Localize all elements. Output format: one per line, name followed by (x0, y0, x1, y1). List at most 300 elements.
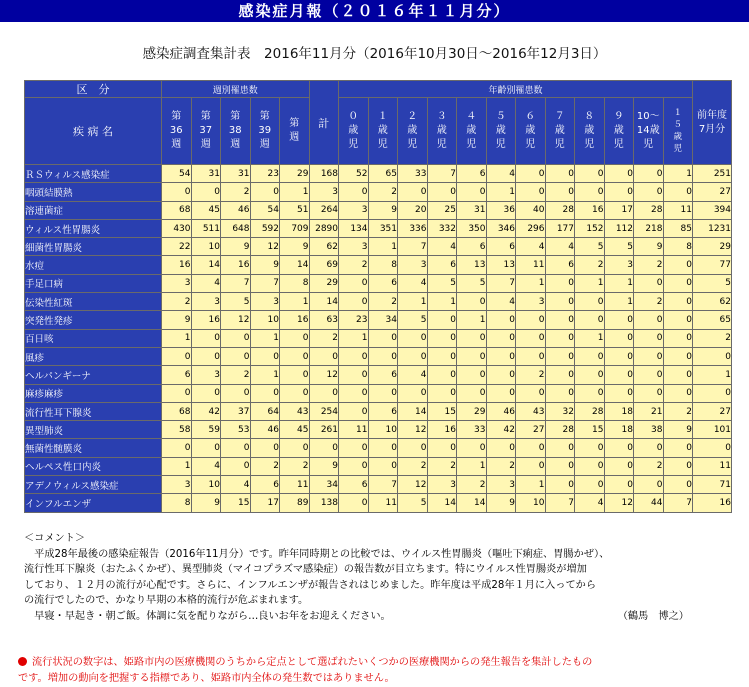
age-count: 0 (545, 183, 575, 201)
age-count: 177 (545, 219, 575, 237)
header-char: ５ (673, 120, 682, 130)
table-row (25, 274, 732, 292)
prev-year-count: 71 (693, 476, 732, 494)
age-count: 15 (575, 421, 605, 439)
age-count: 0 (427, 366, 457, 384)
age-count: 0 (604, 439, 634, 457)
age-count: 112 (604, 219, 634, 237)
weekly-count: 23 (250, 165, 280, 183)
header-char: ５ (495, 111, 506, 122)
total-count: 69 (309, 256, 339, 274)
age-count: 4 (486, 293, 516, 311)
table-row (25, 293, 732, 311)
age-count: 0 (634, 384, 664, 402)
age-count: 4 (575, 494, 605, 512)
age-count: 7 (663, 494, 693, 512)
prev-year-count: 77 (693, 256, 732, 274)
weekly-count: 1 (250, 366, 280, 384)
age-count: 1 (604, 293, 634, 311)
age-count: 18 (604, 402, 634, 420)
age-count: 9 (486, 494, 516, 512)
table-row (25, 165, 732, 183)
comment-closing-row (24, 609, 729, 625)
header-char: 歳 (466, 125, 477, 136)
weekly-count: 59 (191, 421, 221, 439)
age-count: 0 (663, 256, 693, 274)
age-count: 0 (427, 329, 457, 347)
weekly-count: 0 (280, 329, 310, 347)
header-char: 児 (436, 139, 447, 150)
total-count: 261 (309, 421, 339, 439)
weekly-count: 0 (191, 439, 221, 457)
weekly-count: 5 (221, 293, 251, 311)
age-count: 0 (516, 329, 546, 347)
age-count: 46 (486, 402, 516, 420)
weekly-count: 0 (250, 384, 280, 402)
age-count: 1 (457, 457, 487, 475)
age-count: 4 (398, 274, 428, 292)
age-count: 0 (486, 329, 516, 347)
age-count: 13 (457, 256, 487, 274)
weekly-count: 0 (280, 439, 310, 457)
age-count: 6 (457, 165, 487, 183)
age-count: 6 (486, 238, 516, 256)
age-count: 0 (516, 165, 546, 183)
age-count: 0 (634, 311, 664, 329)
age-count: 5 (457, 274, 487, 292)
age-count: 0 (634, 347, 664, 365)
weekly-count: 89 (280, 494, 310, 512)
age-count: 42 (486, 421, 516, 439)
age-count: 0 (545, 293, 575, 311)
header-char: 週 (289, 132, 300, 143)
weekly-count: 0 (162, 183, 192, 201)
age-count: 0 (427, 347, 457, 365)
age-count: 27 (516, 421, 546, 439)
weekly-count: 45 (191, 201, 221, 219)
header-char: 週 (230, 139, 241, 150)
age-count: 0 (516, 183, 546, 201)
weekly-count: 9 (280, 238, 310, 256)
age-count: 0 (486, 439, 516, 457)
age-count: 14 (398, 402, 428, 420)
age-count: 0 (457, 439, 487, 457)
weekly-count: 14 (191, 256, 221, 274)
age-group-header (368, 98, 398, 165)
weekly-count: 0 (280, 366, 310, 384)
age-count: 0 (427, 183, 457, 201)
weekly-count: 51 (280, 201, 310, 219)
age-count: 0 (575, 293, 605, 311)
disease-name: アデノウィルス感染症 (25, 476, 162, 494)
age-count: 0 (545, 311, 575, 329)
disease-name: 突発性発疹 (25, 311, 162, 329)
weekly-count: 0 (250, 183, 280, 201)
age-count: 0 (575, 366, 605, 384)
table-row (25, 494, 732, 512)
age-count: 0 (663, 311, 693, 329)
prev-year-count: 394 (693, 201, 732, 219)
age-count: 0 (339, 293, 369, 311)
header-char: 児 (643, 139, 654, 150)
weekly-count: 0 (221, 384, 251, 402)
age-count: 0 (575, 476, 605, 494)
table-row (25, 256, 732, 274)
age-group-header (545, 98, 575, 165)
age-count: 3 (398, 256, 428, 274)
disease-name: 手足口病 (25, 274, 162, 292)
total-count: 63 (309, 311, 339, 329)
age-count: 0 (663, 274, 693, 292)
weekly-count: 2 (280, 457, 310, 475)
age-count: 2 (368, 183, 398, 201)
age-count: 1 (368, 238, 398, 256)
age-count: 15 (427, 402, 457, 420)
age-count: 12 (398, 421, 428, 439)
age-count: 0 (604, 311, 634, 329)
age-count: 28 (575, 402, 605, 420)
age-count: 0 (663, 293, 693, 311)
age-count: 0 (545, 439, 575, 457)
age-count: 5 (427, 274, 457, 292)
age-count: 65 (368, 165, 398, 183)
bullet-dot-icon (18, 657, 27, 666)
age-count: 44 (634, 494, 664, 512)
disease-name: 伝染性紅斑 (25, 293, 162, 311)
age-count: 18 (604, 421, 634, 439)
age-group-header (634, 98, 664, 165)
age-count: 0 (516, 311, 546, 329)
total-count: 12 (309, 366, 339, 384)
age-count: 2 (634, 293, 664, 311)
weekly-count: 2 (221, 366, 251, 384)
age-count: 5 (398, 494, 428, 512)
weekly-count: 31 (191, 165, 221, 183)
total-count: 264 (309, 201, 339, 219)
age-count: 11 (516, 256, 546, 274)
table-row (25, 476, 732, 494)
comment-closing: 早寝・早起き・朝ご飯。体調に気を配りながら…良いお年をお迎えください。 (24, 610, 391, 622)
age-count: 0 (457, 366, 487, 384)
notice-line: です。増加の動向を把握する指標であり、姫路市内全体の発生数ではありません。 (18, 673, 395, 684)
age-count: 36 (486, 201, 516, 219)
age-count: 2 (457, 476, 487, 494)
age-count: 5 (604, 238, 634, 256)
header-char: 36 (169, 125, 183, 136)
total-count: 14 (309, 293, 339, 311)
weekly-count: 11 (280, 476, 310, 494)
age-count: 10 (368, 421, 398, 439)
age-count: 21 (634, 402, 664, 420)
age-count: 33 (398, 165, 428, 183)
age-count: 0 (427, 439, 457, 457)
age-count: 0 (457, 183, 487, 201)
prev-year-count: 2 (693, 329, 732, 347)
header-char: 14歳 (636, 125, 660, 136)
age-count: 11 (663, 201, 693, 219)
header-char: 児 (554, 139, 565, 150)
table-row (25, 439, 732, 457)
age-count: 3 (339, 238, 369, 256)
header-char: 週 (259, 139, 270, 150)
age-count: 0 (604, 347, 634, 365)
weekly-count: 430 (162, 219, 192, 237)
weekly-count: 0 (280, 384, 310, 402)
weekly-count: 10 (250, 311, 280, 329)
weekly-count: 0 (221, 439, 251, 457)
age-count: 0 (516, 384, 546, 402)
prev-year-count: 5 (693, 274, 732, 292)
age-count: 152 (575, 219, 605, 237)
header-char: 児 (584, 139, 595, 150)
comment-line: の流行でしたので、かなり早期の本格的流行が危ぶまれます。 (24, 595, 309, 606)
disease-name: ＲＳウィルス感染症 (25, 165, 162, 183)
comment-section (24, 531, 729, 624)
age-count: 0 (339, 384, 369, 402)
age-count: 0 (516, 439, 546, 457)
age-count: 4 (545, 238, 575, 256)
weekly-count: 592 (250, 219, 280, 237)
age-count: 0 (427, 311, 457, 329)
header-char: 児 (495, 139, 506, 150)
header-char: 児 (673, 144, 682, 154)
age-count: 6 (368, 274, 398, 292)
weekly-count: 0 (162, 384, 192, 402)
weekly-count: 64 (250, 402, 280, 420)
age-group-header (339, 98, 369, 165)
age-count: 0 (368, 347, 398, 365)
age-count: 0 (545, 366, 575, 384)
age-count: 2 (368, 293, 398, 311)
age-count: 2 (634, 457, 664, 475)
weekly-count: 1 (162, 329, 192, 347)
weekly-count: 3 (162, 476, 192, 494)
total-count: 34 (309, 476, 339, 494)
weekly-count: 0 (250, 439, 280, 457)
age-count: 0 (457, 329, 487, 347)
age-count: 13 (486, 256, 516, 274)
disease-name: 溶連菌症 (25, 201, 162, 219)
age-count: 0 (486, 347, 516, 365)
comment-line: 流行性耳下腺炎（おたふくかぜ）、異型肺炎（マイコプラズマ感染症）の報告数が目立ちます。特にウイルス性胃腸炎が増加 (24, 564, 587, 575)
page-subtitle: 感染症調査集計表 2016年11月分（2016年10月30日～2016年12月3日） (142, 46, 607, 62)
age-count: 0 (604, 165, 634, 183)
age-count: 0 (545, 384, 575, 402)
header-char: ３ (436, 111, 447, 122)
prev-year-count: 65 (693, 311, 732, 329)
header-char: 歳 (613, 125, 624, 136)
kubun-header: 区 分 (25, 81, 162, 98)
header-char: ８ (584, 111, 595, 122)
age-count: 1 (575, 329, 605, 347)
age-count: 0 (634, 366, 664, 384)
disease-name: 無菌性髄膜炎 (25, 439, 162, 457)
disease-name: ヘルペス性口内炎 (25, 457, 162, 475)
header-char: １ (377, 111, 388, 122)
header-char: ２ (407, 111, 418, 122)
weekly-count: 4 (221, 476, 251, 494)
header-char: 週 (171, 139, 182, 150)
age-count: 5 (398, 311, 428, 329)
age-group-header (427, 98, 457, 165)
infection-table (24, 80, 732, 513)
age-count: 0 (457, 347, 487, 365)
age-count: 4 (486, 165, 516, 183)
age-count: 2 (663, 402, 693, 420)
disease-name: 麻疹麻疹 (25, 384, 162, 402)
age-count: 0 (368, 329, 398, 347)
total-header: 計 (309, 81, 339, 165)
age-count: 0 (604, 366, 634, 384)
header-char: 児 (613, 139, 624, 150)
weekly-count: 1 (250, 329, 280, 347)
age-count: 4 (398, 366, 428, 384)
age-count: 1 (516, 274, 546, 292)
age-count: 1 (663, 165, 693, 183)
week-header (250, 98, 280, 165)
age-count: 11 (368, 494, 398, 512)
total-count: 0 (309, 347, 339, 365)
total-count: 3 (309, 183, 339, 201)
table-row (25, 329, 732, 347)
age-count: 5 (575, 238, 605, 256)
table-row (25, 421, 732, 439)
age-count: 0 (604, 183, 634, 201)
age-count: 0 (398, 183, 428, 201)
week-header (191, 98, 221, 165)
comment-heading: ＜コメント＞ (24, 533, 86, 544)
weekly-count: 68 (162, 402, 192, 420)
age-count: 4 (516, 238, 546, 256)
age-count: 8 (368, 256, 398, 274)
age-count: 0 (516, 347, 546, 365)
weekly-count: 12 (221, 311, 251, 329)
age-count: 351 (368, 219, 398, 237)
weekly-count: 7 (221, 274, 251, 292)
age-count: 2 (339, 256, 369, 274)
table-row (25, 311, 732, 329)
age-count: 332 (427, 219, 457, 237)
weekly-count: 29 (280, 165, 310, 183)
disease-name: ヘルパンギーナ (25, 366, 162, 384)
age-count: 2 (486, 457, 516, 475)
age-count: 0 (634, 439, 664, 457)
weekly-count: 0 (162, 439, 192, 457)
header-char: 歳 (673, 132, 682, 142)
weekly-count: 0 (191, 183, 221, 201)
weekly-count: 53 (221, 421, 251, 439)
age-group-header (398, 98, 428, 165)
age-count: 1 (457, 311, 487, 329)
table-row (25, 183, 732, 201)
age-count: 6 (368, 402, 398, 420)
weekly-count: 2 (221, 183, 251, 201)
age-count: 0 (575, 347, 605, 365)
age-count: 0 (634, 165, 664, 183)
weekly-count: 9 (162, 311, 192, 329)
age-count: 3 (339, 201, 369, 219)
age-count: 12 (398, 476, 428, 494)
table-row (25, 366, 732, 384)
age-count: 33 (457, 421, 487, 439)
age-count: 25 (427, 201, 457, 219)
week-header (280, 98, 310, 165)
age-count: 0 (486, 384, 516, 402)
weekly-count: 15 (221, 494, 251, 512)
age-count: 16 (575, 201, 605, 219)
weekly-count: 1 (162, 457, 192, 475)
age-count: 1 (575, 274, 605, 292)
age-count: 218 (634, 219, 664, 237)
weekly-count: 2 (250, 457, 280, 475)
age-count: 0 (545, 476, 575, 494)
weekly-count: 45 (280, 421, 310, 439)
age-count: 38 (634, 421, 664, 439)
table-row (25, 201, 732, 219)
age-count: 1 (516, 476, 546, 494)
age-count: 6 (545, 256, 575, 274)
age-count: 7 (427, 165, 457, 183)
age-count: 28 (545, 201, 575, 219)
age-count: 31 (457, 201, 487, 219)
prev-year-header (693, 81, 732, 165)
total-count: 2890 (309, 219, 339, 237)
age-count: 0 (398, 329, 428, 347)
age-count: 17 (604, 201, 634, 219)
age-count: 0 (339, 183, 369, 201)
header-char: 第 (200, 111, 211, 122)
header-char: 10～ (636, 111, 660, 122)
age-count: 10 (516, 494, 546, 512)
weekly-count: 3 (191, 366, 221, 384)
header-char: 39 (258, 125, 272, 136)
header-char: 歳 (407, 125, 418, 136)
header-char: 児 (407, 139, 418, 150)
age-count: 1 (339, 329, 369, 347)
table-row (25, 384, 732, 402)
age-count: 0 (663, 476, 693, 494)
weekly-count: 7 (250, 274, 280, 292)
age-count: 2 (427, 457, 457, 475)
weekly-count: 4 (191, 457, 221, 475)
prev-year-count: 0 (693, 384, 732, 402)
weekly-count: 2 (162, 293, 192, 311)
age-count: 0 (634, 476, 664, 494)
age-count: 0 (575, 311, 605, 329)
age-count: 0 (457, 293, 487, 311)
disease-name: 細菌性胃腸炎 (25, 238, 162, 256)
age-count: 23 (339, 311, 369, 329)
header-char: 歳 (495, 125, 506, 136)
weekly-count: 9 (191, 494, 221, 512)
weekly-count: 68 (162, 201, 192, 219)
age-count: 0 (604, 329, 634, 347)
age-count: 0 (663, 329, 693, 347)
age-count: 85 (663, 219, 693, 237)
weekly-count: 16 (191, 311, 221, 329)
weekly-count: 8 (280, 274, 310, 292)
total-count: 62 (309, 238, 339, 256)
age-count: 2 (398, 457, 428, 475)
weekly-count: 0 (250, 347, 280, 365)
age-count: 0 (368, 439, 398, 457)
weekly-count: 511 (191, 219, 221, 237)
header-char: ９ (613, 111, 624, 122)
week-header (221, 98, 251, 165)
disease-name: 咽頭結膜熱 (25, 183, 162, 201)
age-count: 0 (634, 183, 664, 201)
notice-line (18, 655, 733, 671)
